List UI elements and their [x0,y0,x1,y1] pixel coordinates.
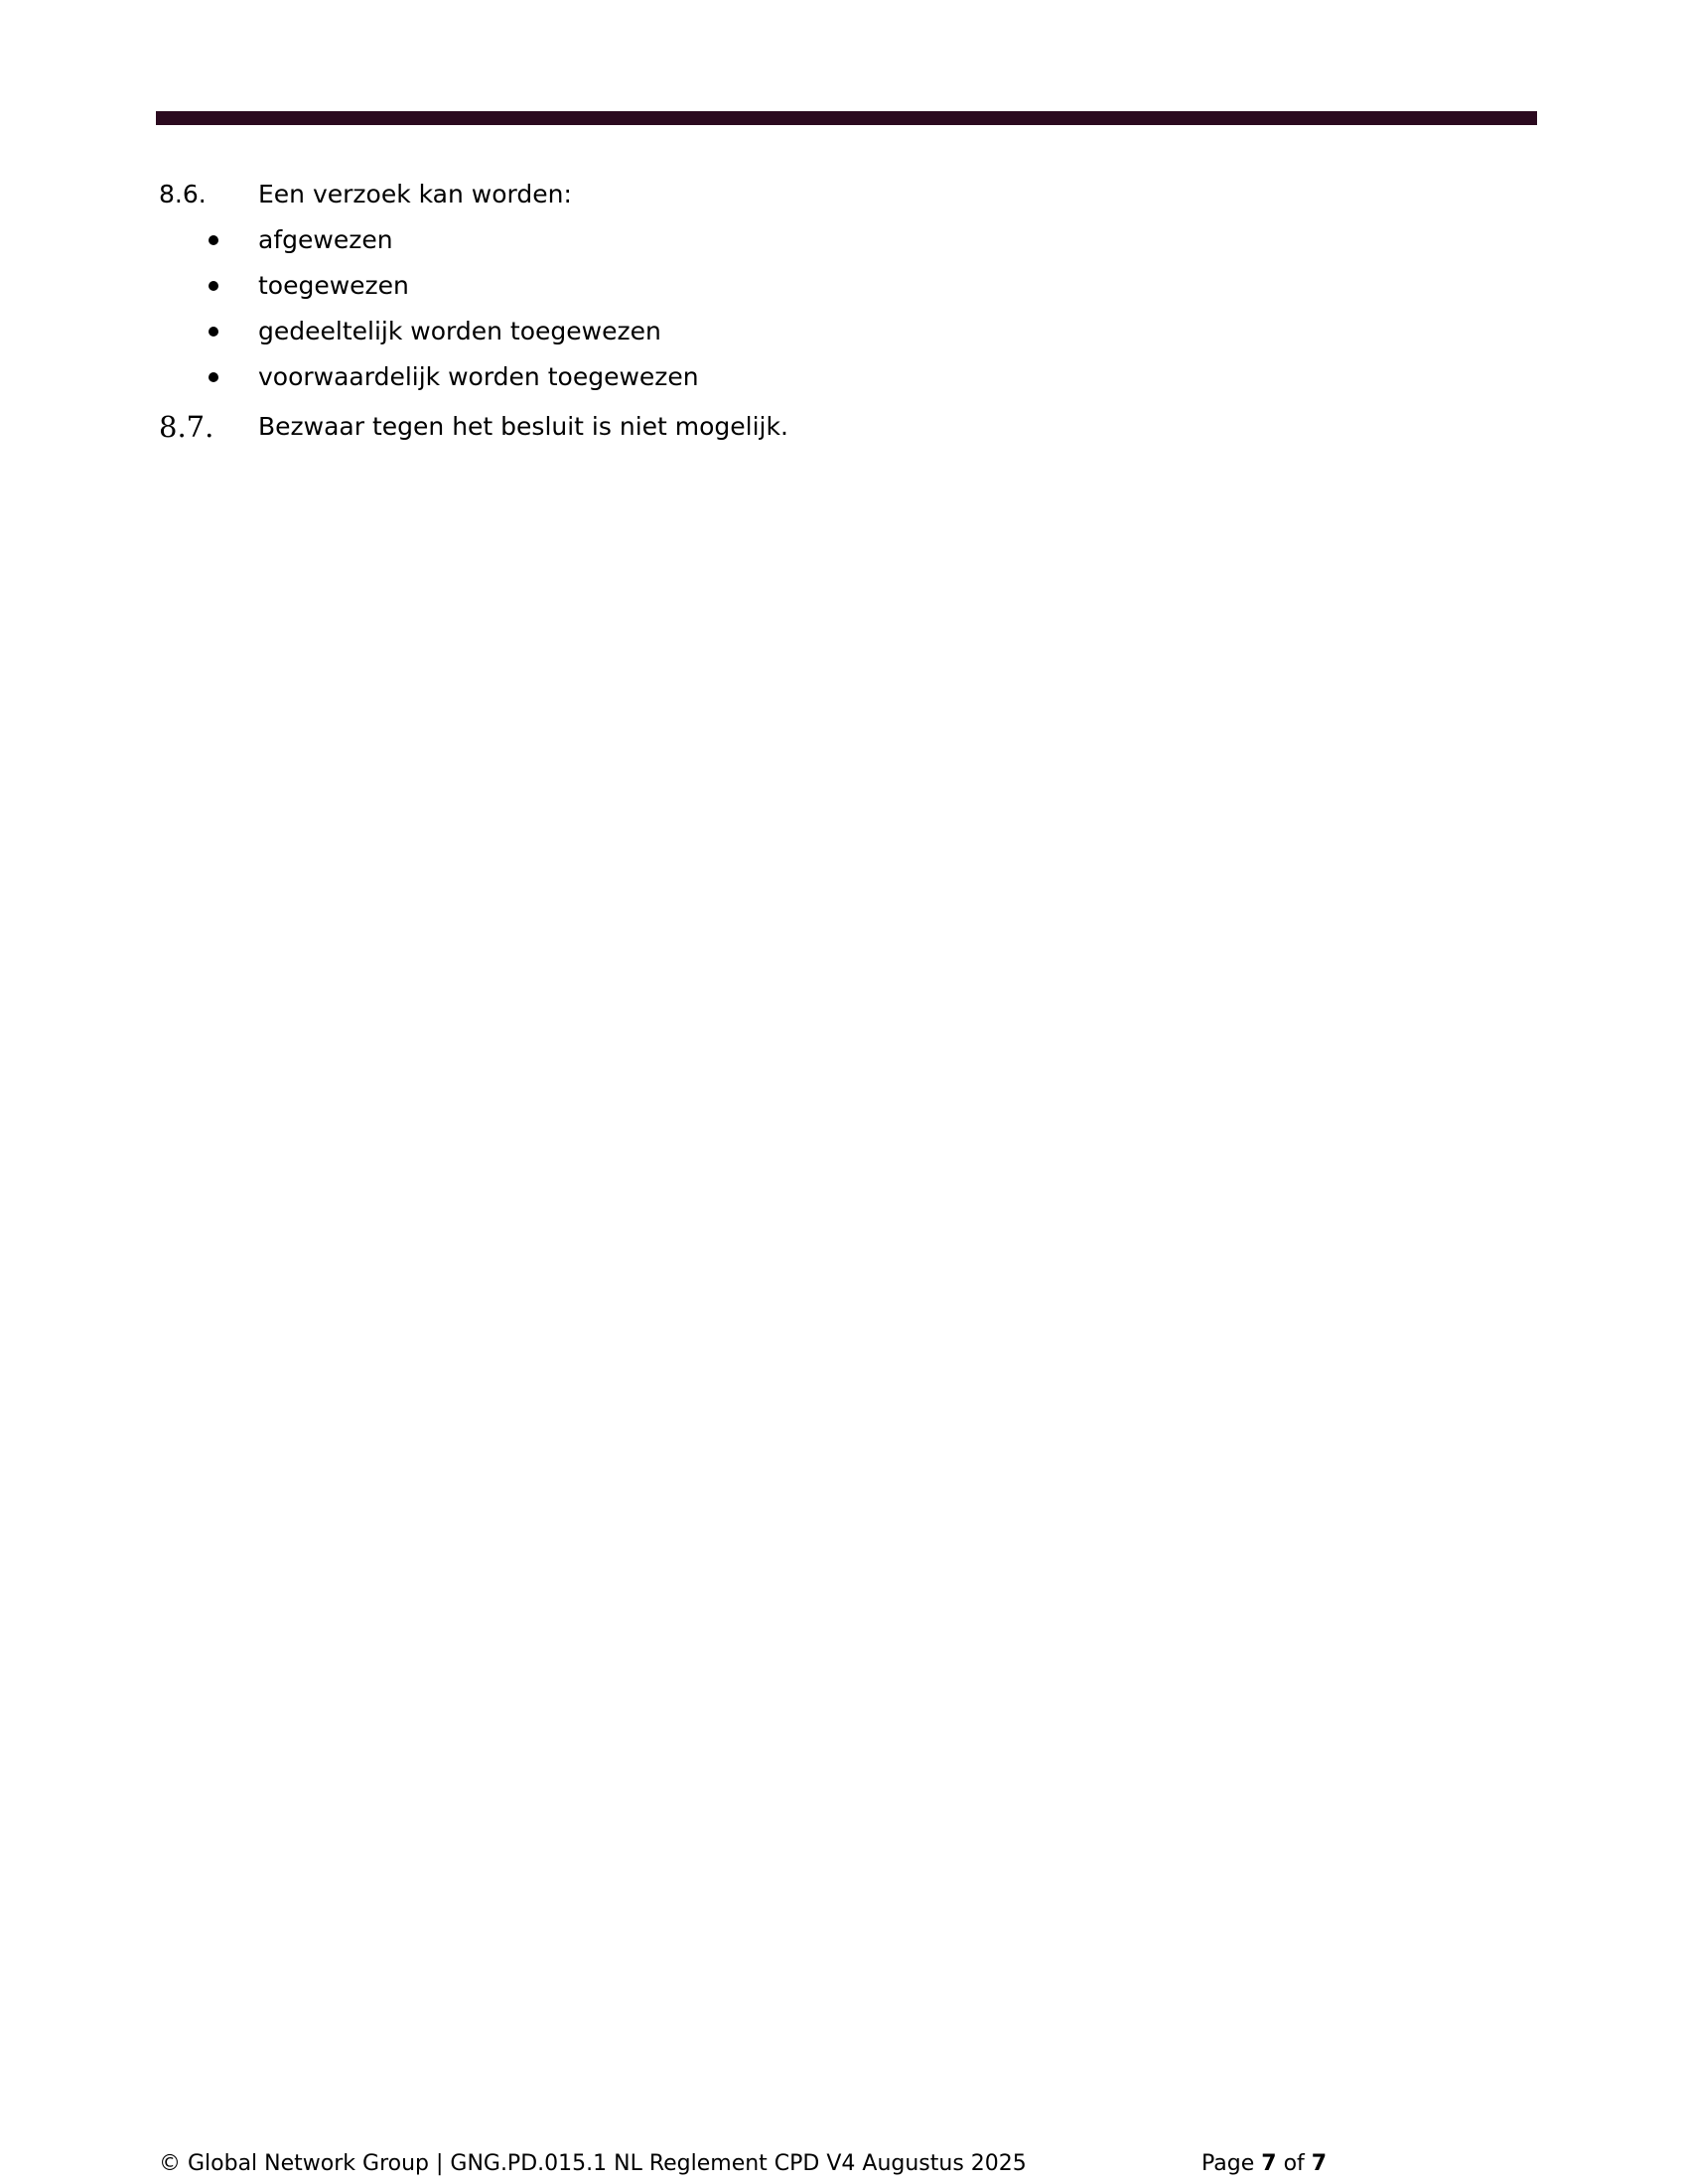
page-total: 7 [1311,2151,1328,2176]
list-item-text: gedeeltelijk worden toegewezen [258,317,661,345]
bullet-list [159,220,1529,403]
list-item [159,312,1529,357]
list-item-text: voorwaardelijk worden toegewezen [258,362,699,391]
section-8-7 [159,407,1529,447]
section-number: 8.6. [159,180,207,208]
page-footer [159,2147,1350,2181]
bullet-icon [209,235,218,245]
document-body [159,175,1529,453]
list-item [159,357,1529,403]
section-number: 8.7. [159,410,214,444]
section-text: Een verzoek kan worden: [258,180,572,208]
section-8-6 [159,175,1529,214]
header-rule [156,111,1537,125]
list-item [159,220,1529,266]
bullet-icon [209,281,218,291]
page-number [1201,2147,1327,2181]
page-of: of [1283,2151,1305,2176]
list-item [159,266,1529,312]
page-current: 7 [1261,2151,1277,2176]
list-item-text: afgewezen [258,225,393,254]
footer-copyright: © Global Network Group | GNG.PD.015.1 NL Reglement CPD V4 Augustus 2025 [159,2151,1027,2176]
list-item-text: toegewezen [258,271,409,300]
page-label: Page [1201,2151,1255,2176]
section-text: Bezwaar tegen het besluit is niet mogelijk. [258,412,788,441]
bullet-icon [209,372,218,382]
bullet-icon [209,327,218,337]
